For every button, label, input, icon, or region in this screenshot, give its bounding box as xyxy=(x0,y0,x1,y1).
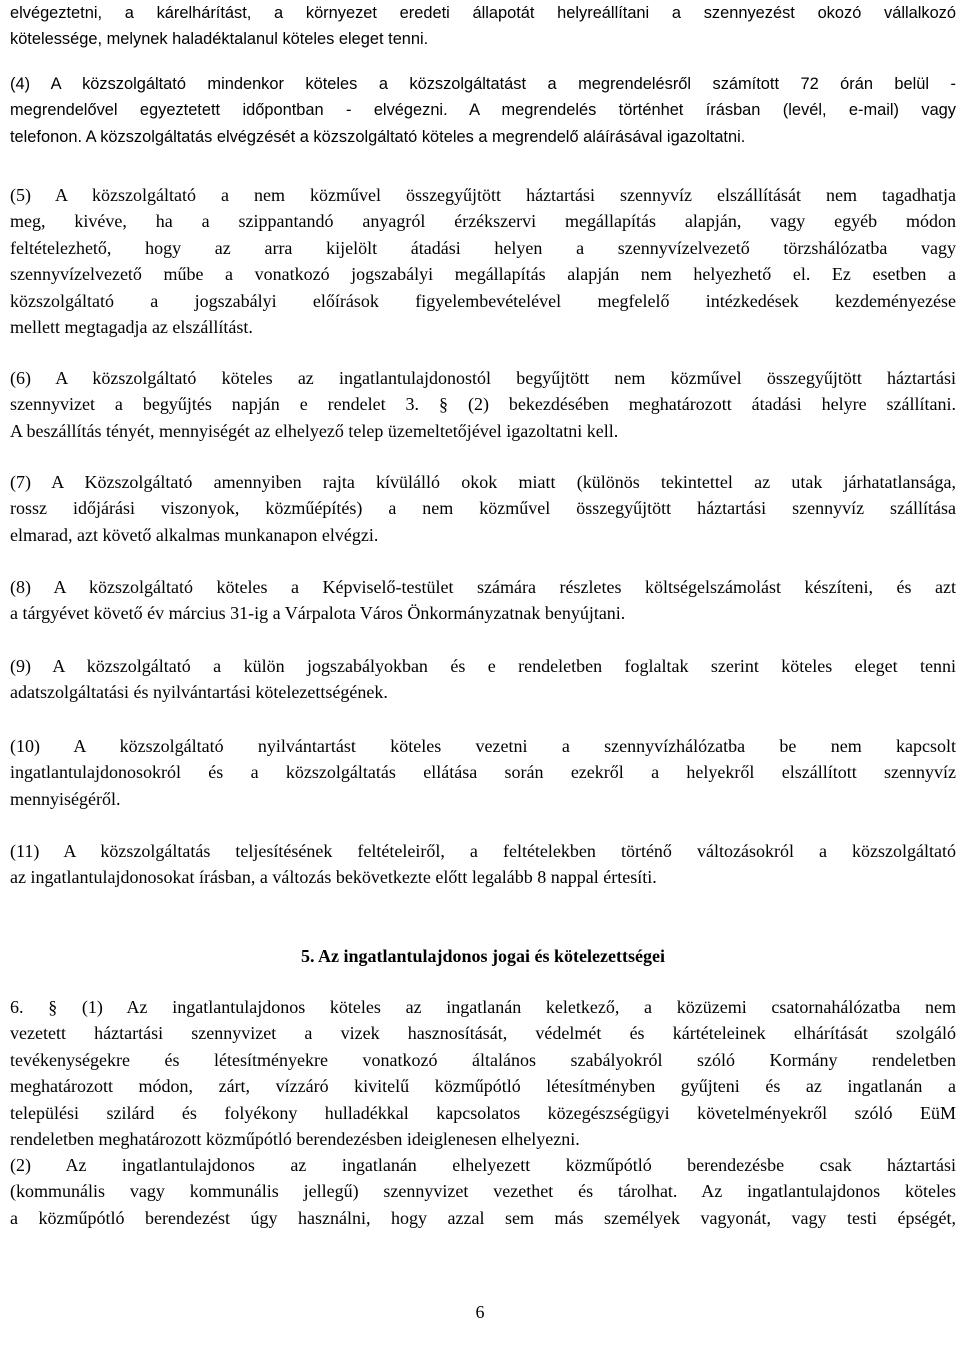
paragraph-6-2 xyxy=(10,1152,956,1231)
paragraph-10 xyxy=(10,733,956,812)
text-line: települési szilárd és folyékony hulladékkal kapcsolatos közegészségügyi követelményekről szóló EüM xyxy=(10,1102,956,1123)
text-line: (kommunális vagy kommunális jellegű) szennyvizet vezethet és tárolhat. Az ingatlantulajdonos köteles xyxy=(10,1181,956,1202)
paragraph-8 xyxy=(10,574,956,627)
paragraph-9 xyxy=(10,653,956,706)
text-line: (4) A közszolgáltató mindenkor köteles a közszolgáltatást a megrendelésről számított 72 órán belül - xyxy=(10,75,956,93)
text-line: 6. § (1) Az ingatlantulajdonos köteles az ingatlanán keletkező, a közüzemi csatornahálózatba nem xyxy=(10,997,956,1017)
paragraph-7 xyxy=(10,469,956,548)
text-line: vezetett háztartási szennyvizet a vizek hasznosítását, védelmét és kártételeinek elhárítását szolgáló xyxy=(10,1023,956,1044)
text-line: meghatározott módon, zárt, vízzáró kivitelű közműpótló létesítményben gyűjteni és az ingatlanán a xyxy=(10,1076,956,1097)
text-line: (7) A Közszolgáltató amennyiben rajta kívülálló okok miatt (különös tekintettel az utak járhatatlansága, xyxy=(10,472,956,492)
text-line: (8) A közszolgáltató köteles a Képviselő-testület számára részletes költségelszámolást készíteni, és azt xyxy=(10,577,956,597)
text-line: mennyiségéről. xyxy=(10,788,121,809)
text-line: (11) A közszolgáltatás teljesítésének feltételeiről, a feltételekben történő változásokról a közszolgáltató xyxy=(10,841,956,861)
text-line: a közműpótló berendezést úgy használni, hogy azzal sem más személyek vagyonát, vagy testi épségét, xyxy=(10,1207,956,1228)
text-line: megrendelővel egyeztetett időpontban - elvégezni. A megrendelés történhet írásban (levél, e-mail) vagy xyxy=(10,101,956,120)
paragraph-intro xyxy=(10,0,956,53)
text-line: elmarad, azt követő alkalmas munkanapon elvégzi. xyxy=(10,524,379,545)
text-line: (6) A közszolgáltató köteles az ingatlantulajdonostól begyűjtött nem közművel összegyűjtött háztartási xyxy=(10,368,956,388)
text-line: (10) A közszolgáltató nyilvántartást köteles vezetni a szennyvízhálózatba be nem kapcsolt xyxy=(10,736,956,756)
text-line: kötelessége, melynek haladéktalanul köteles eleget tenni. xyxy=(10,30,429,49)
text-line: ingatlantulajdonosokról és a közszolgáltatás ellátása során ezekről a helyekről elszállított szennyvíz xyxy=(10,762,956,783)
paragraph-6 xyxy=(10,365,956,444)
text-line: meg, kivéve, ha a szippantandó anyagról érzékszervi megállapítás alapján, vagy egyéb módon xyxy=(10,211,956,232)
paragraph-4 xyxy=(10,71,956,150)
page-number: 6 xyxy=(475,1302,485,1322)
text-line: szennyvizet a begyűjtés napján e rendelet 3. § (2) bekezdésében meghatározott átadási helyre szállítani. xyxy=(10,394,956,415)
text-line: adatszolgáltatási és nyilvántartási kötelezettségének. xyxy=(10,682,388,703)
text-line: mellett megtagadja az elszállítást. xyxy=(10,317,253,338)
text-line: (2) Az ingatlantulajdonos az ingatlanán elhelyezett közműpótló berendezésbe csak háztartási xyxy=(10,1155,956,1175)
text-line: elvégeztetni, a kárelhárítást, a környezet eredeti állapotát helyreállítani a szennyezést okozó vállalkozó xyxy=(10,4,956,22)
text-line: az ingatlantulajdonosokat írásban, a változás bekövetkezte előtt legalább 8 nappal értesíti. xyxy=(10,867,657,888)
text-line: szennyvízelvezető műbe a vonatkozó jogszabályi megállapítás alapján nem helyezhető el. Ez esetben a xyxy=(10,264,956,285)
text-line: a tárgyévet követő év március 31-ig a Várpalota Város Önkormányzatnak benyújtani. xyxy=(10,603,626,624)
section-heading: 5. Az ingatlantulajdonos jogai és kötelezettségei xyxy=(301,946,665,966)
text-line: rossz időjárási viszonyok, közműépítés) a nem közművel összegyűjtött háztartási szennyvíz szállítása xyxy=(10,498,956,519)
text-line: feltételezhető, hogy az arra kijelölt átadási helyen a szennyvízelvezető törzshálózatba vagy xyxy=(10,237,956,258)
paragraph-5 xyxy=(10,182,956,340)
paragraph-6-1 xyxy=(10,994,956,1152)
text-line: (9) A közszolgáltató a külön jogszabályokban és e rendeletben foglaltak szerint köteles eleget tenni xyxy=(10,656,956,676)
text-line: A beszállítás tényét, mennyiségét az elhelyező telep üzemeltetőjével igazoltatni kell. xyxy=(10,420,619,441)
text-line: rendeletben meghatározott közműpótló berendezésben ideiglenesen elhelyezni. xyxy=(10,1129,580,1150)
text-line: (5) A közszolgáltató a nem közművel összegyűjtött háztartási szennyvíz elszállítását nem tagadhatja xyxy=(10,185,956,205)
text-line: tevékenységekre és létesítményekre vonatkozó általános szabályokról szóló Kormány rendeletben xyxy=(10,1049,956,1070)
text-line: telefonon. A közszolgáltatás elvégzését a közszolgáltató köteles a megrendelő aláírásával igazoltatni. xyxy=(10,127,746,146)
text-line: közszolgáltató a jogszabályi előírások figyelembevételével megfelelő intézkedések kezdeményezése xyxy=(10,290,956,311)
paragraph-11 xyxy=(10,838,956,891)
